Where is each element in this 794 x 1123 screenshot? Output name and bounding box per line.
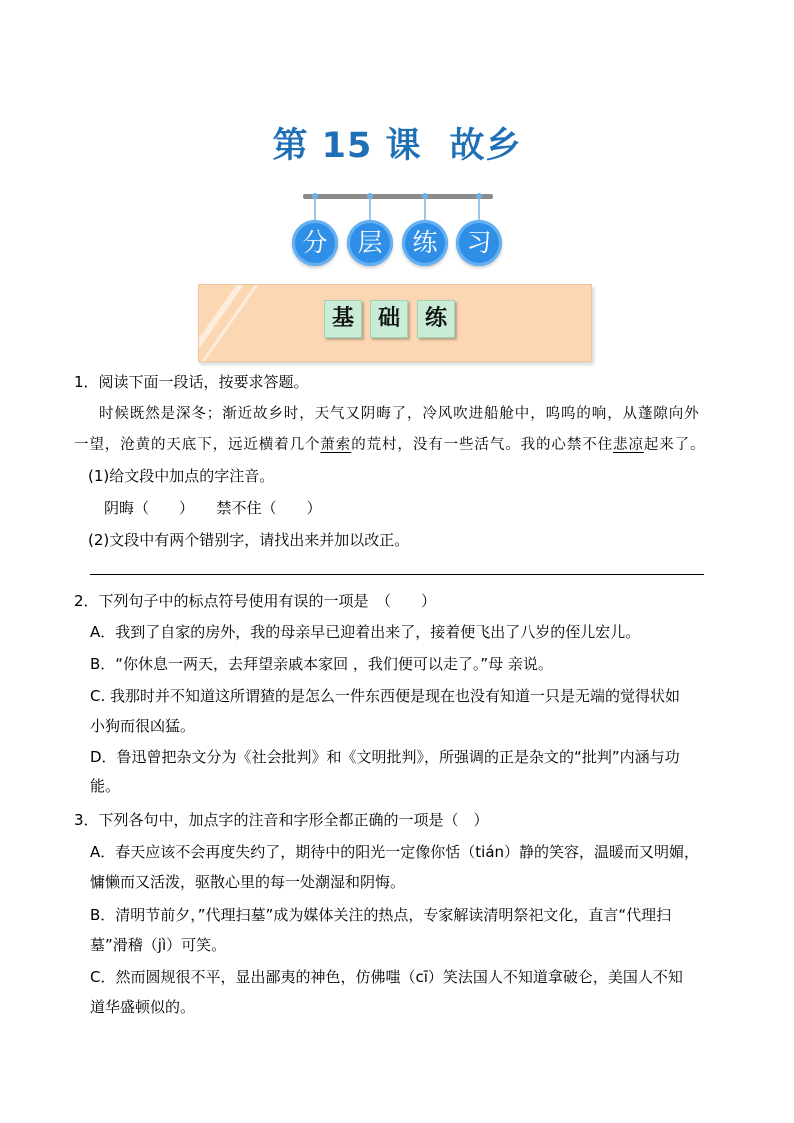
q2-option-c-line2: 小狗而很凶猛。	[90, 717, 196, 735]
q2-stem: 2．下列句子中的标点符号使用有误的一项是 （ ）	[74, 592, 437, 610]
q2-option-d-line1: D．鲁迅曾把杂文分为《社会批判》和《文明批判》，所强调的正是杂文的“批判”内涵与功	[90, 748, 680, 766]
underlined-word: 萧索	[320, 437, 352, 453]
peg-dot	[422, 193, 428, 199]
peg	[478, 198, 480, 220]
q3-stem: 3．下列各句中，加点字的注音和字形全都正确的一项是（ ）	[74, 811, 489, 829]
q1-passage-line2	[74, 435, 705, 455]
q1-sub1-blanks: 阴晦（ ） 禁不住（ ）	[104, 499, 322, 517]
peg	[369, 198, 371, 220]
q3-option-c-line2: 道华盛顿似的。	[90, 998, 196, 1016]
answer-line[interactable]	[90, 574, 704, 575]
circle-char-2: 层	[347, 220, 393, 266]
hanging-bar	[303, 194, 493, 199]
peg-dot	[312, 193, 318, 199]
circle-char-3: 练	[402, 220, 448, 266]
circle-char-1: 分	[292, 220, 338, 266]
q1-stem: 1．阅读下面一段话，按要求答题。	[74, 373, 309, 391]
banner-shine	[198, 284, 249, 362]
passage-text: 的荒村，没有一些活气。我的心禁不住	[351, 437, 614, 453]
q2-option-b: B．“你休息一两天，去拜望亲戚本家回 ，我们便可以走了。”母 亲说。	[90, 655, 553, 673]
lesson-number: 第 15 课	[272, 126, 422, 166]
passage-text: 一望，沧黄的天底下，远近横着几个	[74, 437, 321, 453]
q3-option-b-line2: 墓”滑稽（jì）可笑。	[90, 936, 227, 954]
peg	[314, 198, 316, 220]
underlined-word: 悲凉	[613, 437, 644, 453]
peg-dot	[476, 193, 482, 199]
section-char-2: 础	[370, 300, 408, 338]
q1-sub2: (2)文段中有两个错别字，请找出来并加以改正。	[88, 531, 410, 549]
section-char-3: 练	[417, 300, 455, 338]
q3-option-a-line2: 慵懒而又活泼，驱散心里的每一处潮湿和阴悔。	[90, 873, 406, 891]
section-char-1: 基	[324, 300, 362, 338]
peg	[424, 198, 426, 220]
q2-option-c-line1: C. 我那时并不知道这所谓猹的是怎么一件东西便是现在也没有知道一只是无端的觉得状如	[90, 687, 681, 705]
q1-sub1: (1)给文段中加点的字注音。	[88, 467, 275, 485]
page-title	[0, 118, 794, 168]
passage-text: 起来了。	[643, 437, 706, 453]
q3-option-a-line1: A．春天应该不会再度失约了，期待中的阳光一定像你恬（tián）静的笑容，温暖而又明媚，	[90, 843, 700, 861]
q1-passage-line1: 时候既然是深冬；渐近故乡时，天气又阴晦了，冷风吹进船舱中，呜呜的响，从蓬隙向外	[99, 406, 700, 422]
peg-dot	[367, 193, 373, 199]
q2-option-d-line2: 能。	[90, 777, 121, 795]
q2-option-a: A．我到了自家的房外，我的母亲早已迎着出来了，接着便飞出了八岁的侄儿宏儿。	[90, 623, 641, 641]
circle-char-4: 习	[456, 220, 502, 266]
lesson-name: 故乡	[449, 126, 522, 166]
q3-option-c-line1: C．然而圆规很不平，显出鄙夷的神色，仿佛嗤（cī）笑法国人不知道拿破仑，美国人不知	[90, 968, 683, 986]
q3-option-b-line1: B．清明节前夕，”代理扫墓”成为媒体关注的热点，专家解读清明祭祀文化，直言“代理扫	[90, 906, 672, 924]
